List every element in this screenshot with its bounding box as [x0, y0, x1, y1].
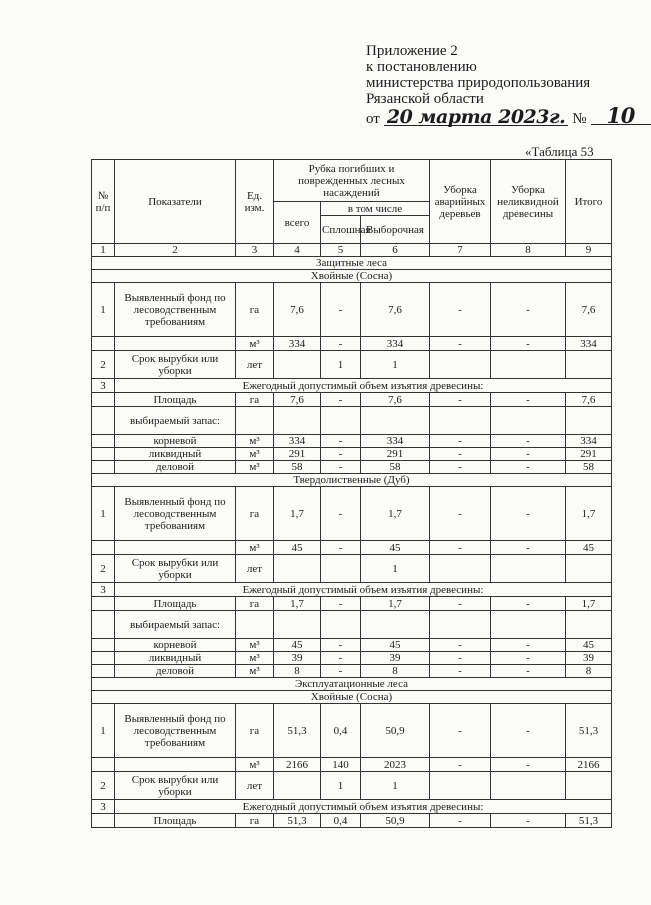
table-row	[92, 665, 612, 678]
value-cell: -	[491, 435, 566, 448]
section-subtitle: Хвойные (Сосна)	[92, 691, 612, 704]
value-cell: -	[430, 435, 491, 448]
table-row	[92, 691, 612, 704]
table-row	[92, 244, 612, 257]
row-unit: га	[236, 814, 274, 828]
value-cell: 334	[274, 435, 321, 448]
column-number: 5	[321, 244, 361, 257]
table-row	[92, 487, 612, 541]
value-cell: 7,6	[274, 283, 321, 337]
empty-cell	[92, 461, 115, 474]
value-cell: 1,7	[566, 487, 612, 541]
value-cell: -	[321, 337, 361, 351]
value-cell: 7,6	[361, 283, 430, 337]
col-illiquid: Уборка неликвидной древесины	[491, 160, 566, 244]
value-cell: 39	[274, 652, 321, 665]
empty-cell	[361, 611, 430, 639]
handwritten-number: 10	[591, 108, 651, 125]
value-cell: -	[430, 814, 491, 828]
value-cell: 334	[361, 435, 430, 448]
value-cell: -	[430, 448, 491, 461]
table-row	[92, 435, 612, 448]
row-label: Выявленный фонд по лесоводственным требованиям	[115, 704, 236, 758]
empty-cell	[274, 611, 321, 639]
row-unit: га	[236, 393, 274, 407]
row-label: Срок вырубки или уборки	[115, 772, 236, 800]
row-number: 1	[92, 283, 115, 337]
column-number: 1	[92, 244, 115, 257]
row-label: Срок вырубки или уборки	[115, 555, 236, 583]
empty-cell	[92, 597, 115, 611]
table-row	[92, 758, 612, 772]
value-cell: 58	[361, 461, 430, 474]
value-cell: -	[430, 337, 491, 351]
empty-cell	[115, 541, 236, 555]
column-number: 3	[236, 244, 274, 257]
value-cell: -	[430, 704, 491, 758]
value-cell: -	[321, 541, 361, 555]
value-cell: 1	[361, 772, 430, 800]
row-label: Площадь	[115, 393, 236, 407]
row-label: деловой	[115, 461, 236, 474]
value-cell	[566, 772, 612, 800]
row-number: 3	[92, 583, 115, 597]
value-cell: 140	[321, 758, 361, 772]
value-cell: -	[321, 639, 361, 652]
value-cell: 334	[361, 337, 430, 351]
column-number: 7	[430, 244, 491, 257]
empty-cell	[274, 407, 321, 435]
value-cell: 291	[274, 448, 321, 461]
col-total: всего	[274, 202, 321, 244]
value-cell: -	[491, 597, 566, 611]
row-unit: м³	[236, 541, 274, 555]
col-solid: Сплошная	[321, 216, 361, 244]
value-cell: 1,7	[566, 597, 612, 611]
empty-cell	[92, 393, 115, 407]
table-row	[92, 772, 612, 800]
table-row	[92, 257, 612, 270]
empty-cell	[491, 611, 566, 639]
value-cell: 50,9	[361, 814, 430, 828]
empty-cell	[92, 541, 115, 555]
row-label: Выявленный фонд по лесоводственным требованиям	[115, 487, 236, 541]
table-body	[92, 244, 612, 828]
table-row	[92, 541, 612, 555]
empty-cell	[115, 337, 236, 351]
value-cell: 7,6	[566, 393, 612, 407]
value-cell: -	[430, 393, 491, 407]
column-number: 6	[361, 244, 430, 257]
value-cell: 8	[361, 665, 430, 678]
empty-cell	[236, 611, 274, 639]
value-cell	[321, 555, 361, 583]
value-cell: 334	[274, 337, 321, 351]
section-subtitle: Хвойные (Сосна)	[92, 270, 612, 283]
value-cell: 45	[361, 541, 430, 555]
empty-cell	[361, 407, 430, 435]
value-cell: 7,6	[274, 393, 321, 407]
empty-cell	[236, 407, 274, 435]
document-header	[366, 43, 651, 127]
value-cell: -	[430, 283, 491, 337]
row-label: деловой	[115, 665, 236, 678]
row-label: Ежегодный допустимый объем изъятия древесины:	[115, 379, 612, 393]
value-cell: -	[491, 487, 566, 541]
empty-cell	[92, 407, 115, 435]
row-number: 2	[92, 351, 115, 379]
value-cell	[566, 351, 612, 379]
value-cell	[566, 555, 612, 583]
table-row	[92, 283, 612, 337]
section-title: Эксплуатационные леса	[92, 678, 612, 691]
empty-cell	[92, 665, 115, 678]
value-cell	[430, 351, 491, 379]
value-cell: 7,6	[566, 283, 612, 337]
row-label: корневой	[115, 639, 236, 652]
column-number: 9	[566, 244, 612, 257]
value-cell: -	[491, 461, 566, 474]
value-cell: -	[321, 652, 361, 665]
empty-cell	[92, 758, 115, 772]
row-label: Срок вырубки или уборки	[115, 351, 236, 379]
value-cell: -	[321, 597, 361, 611]
value-cell: 58	[274, 461, 321, 474]
section-title: Твердолиственные (Дуб)	[92, 474, 612, 487]
value-cell: -	[321, 665, 361, 678]
row-unit: м³	[236, 758, 274, 772]
table-row	[92, 652, 612, 665]
col-emergency: Уборка аварийных деревьев	[430, 160, 491, 244]
value-cell: 334	[566, 337, 612, 351]
value-cell: 39	[566, 652, 612, 665]
value-cell: -	[491, 639, 566, 652]
value-cell: 51,3	[566, 704, 612, 758]
value-cell: -	[321, 283, 361, 337]
value-cell: 45	[361, 639, 430, 652]
value-cell: 8	[566, 665, 612, 678]
table-row	[92, 597, 612, 611]
header-line: Рязанской области	[366, 91, 484, 107]
value-cell: 1	[321, 772, 361, 800]
value-cell: 58	[566, 461, 612, 474]
table-row	[92, 555, 612, 583]
table-row	[92, 337, 612, 351]
empty-cell	[566, 611, 612, 639]
value-cell: -	[430, 758, 491, 772]
table-row	[92, 583, 612, 597]
row-unit: лет	[236, 772, 274, 800]
value-cell: 1,7	[361, 597, 430, 611]
empty-cell	[115, 758, 236, 772]
row-unit: м³	[236, 435, 274, 448]
value-cell: 291	[566, 448, 612, 461]
row-label: ликвидный	[115, 448, 236, 461]
table-row	[92, 407, 612, 435]
value-cell: -	[491, 448, 566, 461]
value-cell: -	[491, 283, 566, 337]
value-cell: -	[491, 814, 566, 828]
table-caption: «Таблица 53	[525, 144, 594, 159]
row-unit: м³	[236, 665, 274, 678]
handwritten-date: 20 марта 2023г.	[384, 109, 568, 126]
value-cell: 51,3	[566, 814, 612, 828]
col-unit: Ед. изм.	[236, 160, 274, 244]
row-number: 3	[92, 379, 115, 393]
value-cell: 7,6	[361, 393, 430, 407]
table-row	[92, 379, 612, 393]
value-cell: -	[430, 541, 491, 555]
value-cell: -	[321, 393, 361, 407]
table-row	[92, 461, 612, 474]
value-cell: -	[491, 758, 566, 772]
row-label: Ежегодный допустимый объем изъятия древесины:	[115, 800, 612, 814]
empty-cell	[566, 407, 612, 435]
value-cell: -	[491, 652, 566, 665]
value-cell	[491, 555, 566, 583]
value-cell	[430, 772, 491, 800]
empty-cell	[491, 407, 566, 435]
row-unit: га	[236, 704, 274, 758]
value-cell: 291	[361, 448, 430, 461]
empty-cell	[92, 337, 115, 351]
value-cell: 1	[321, 351, 361, 379]
col-num: № п/п	[92, 160, 115, 244]
empty-cell	[92, 652, 115, 665]
value-cell: 1,7	[274, 597, 321, 611]
empty-cell	[92, 611, 115, 639]
section-title: Защитные леса	[92, 257, 612, 270]
table-row	[92, 474, 612, 487]
row-label: ликвидный	[115, 652, 236, 665]
value-cell: -	[321, 487, 361, 541]
value-cell	[274, 772, 321, 800]
header-line: министерства природопользования	[366, 75, 591, 91]
table-row	[92, 448, 612, 461]
value-cell	[491, 351, 566, 379]
row-number: 1	[92, 487, 115, 541]
value-cell	[430, 555, 491, 583]
row-label: Площадь	[115, 597, 236, 611]
value-cell: 39	[361, 652, 430, 665]
row-unit: м³	[236, 652, 274, 665]
row-number: 1	[92, 704, 115, 758]
empty-cell	[92, 448, 115, 461]
row-label: выбираемый запас:	[115, 611, 236, 639]
table-row	[92, 270, 612, 283]
value-cell: 45	[566, 639, 612, 652]
value-cell: -	[321, 448, 361, 461]
empty-cell	[430, 611, 491, 639]
value-cell: -	[491, 704, 566, 758]
value-cell: 8	[274, 665, 321, 678]
number-prefix: №	[572, 111, 587, 127]
row-number: 2	[92, 555, 115, 583]
table-row	[92, 393, 612, 407]
value-cell: 0,4	[321, 814, 361, 828]
table-row	[92, 678, 612, 691]
col-sum: Итого	[566, 160, 612, 244]
table-row	[92, 351, 612, 379]
value-cell: -	[321, 461, 361, 474]
row-label: Выявленный фонд по лесоводственным требованиям	[115, 283, 236, 337]
table-row	[92, 704, 612, 758]
row-number: 3	[92, 800, 115, 814]
value-cell: 45	[274, 541, 321, 555]
row-unit: м³	[236, 639, 274, 652]
column-number: 2	[115, 244, 236, 257]
value-cell: 334	[566, 435, 612, 448]
value-cell: -	[491, 541, 566, 555]
col-incl: в том числе	[321, 202, 430, 216]
value-cell	[491, 772, 566, 800]
value-cell: 2023	[361, 758, 430, 772]
row-unit: лет	[236, 555, 274, 583]
empty-cell	[321, 611, 361, 639]
value-cell: -	[430, 665, 491, 678]
forest-table	[91, 159, 612, 828]
value-cell: -	[430, 487, 491, 541]
col-selective: Выборочная	[361, 216, 430, 244]
row-label: корневой	[115, 435, 236, 448]
value-cell: 51,3	[274, 814, 321, 828]
row-unit: м³	[236, 461, 274, 474]
table-row	[92, 814, 612, 828]
value-cell: 2166	[274, 758, 321, 772]
row-unit: м³	[236, 448, 274, 461]
empty-cell	[321, 407, 361, 435]
col-indicators: Показатели	[115, 160, 236, 244]
row-label: Площадь	[115, 814, 236, 828]
empty-cell	[430, 407, 491, 435]
value-cell	[274, 351, 321, 379]
value-cell: 1	[361, 351, 430, 379]
table-row	[92, 800, 612, 814]
value-cell: 1,7	[361, 487, 430, 541]
row-unit: лет	[236, 351, 274, 379]
row-unit: га	[236, 597, 274, 611]
value-cell: -	[491, 337, 566, 351]
value-cell: 2166	[566, 758, 612, 772]
value-cell: 51,3	[274, 704, 321, 758]
value-cell: -	[491, 665, 566, 678]
row-unit: м³	[236, 337, 274, 351]
value-cell: 45	[274, 639, 321, 652]
row-number: 2	[92, 772, 115, 800]
value-cell: 0,4	[321, 704, 361, 758]
value-cell: -	[430, 652, 491, 665]
value-cell: -	[321, 435, 361, 448]
empty-cell	[92, 814, 115, 828]
value-cell: -	[430, 597, 491, 611]
row-label: Ежегодный допустимый объем изъятия древесины:	[115, 583, 612, 597]
value-cell: 50,9	[361, 704, 430, 758]
column-number: 8	[491, 244, 566, 257]
column-number: 4	[274, 244, 321, 257]
header-line: к постановлению	[366, 59, 477, 75]
table-row	[92, 639, 612, 652]
col-felling: Рубка погибших и поврежденных лесных насаждений	[274, 160, 430, 202]
row-label: выбираемый запас:	[115, 407, 236, 435]
row-unit: га	[236, 487, 274, 541]
value-cell: 1,7	[274, 487, 321, 541]
empty-cell	[92, 639, 115, 652]
date-prefix: от	[366, 111, 380, 127]
value-cell	[274, 555, 321, 583]
value-cell: -	[430, 639, 491, 652]
header-line: Приложение 2	[366, 43, 458, 59]
empty-cell	[92, 435, 115, 448]
value-cell: 45	[566, 541, 612, 555]
value-cell: -	[430, 461, 491, 474]
value-cell: 1	[361, 555, 430, 583]
row-unit: га	[236, 283, 274, 337]
date-line	[366, 103, 651, 128]
table-row	[92, 611, 612, 639]
value-cell: -	[491, 393, 566, 407]
